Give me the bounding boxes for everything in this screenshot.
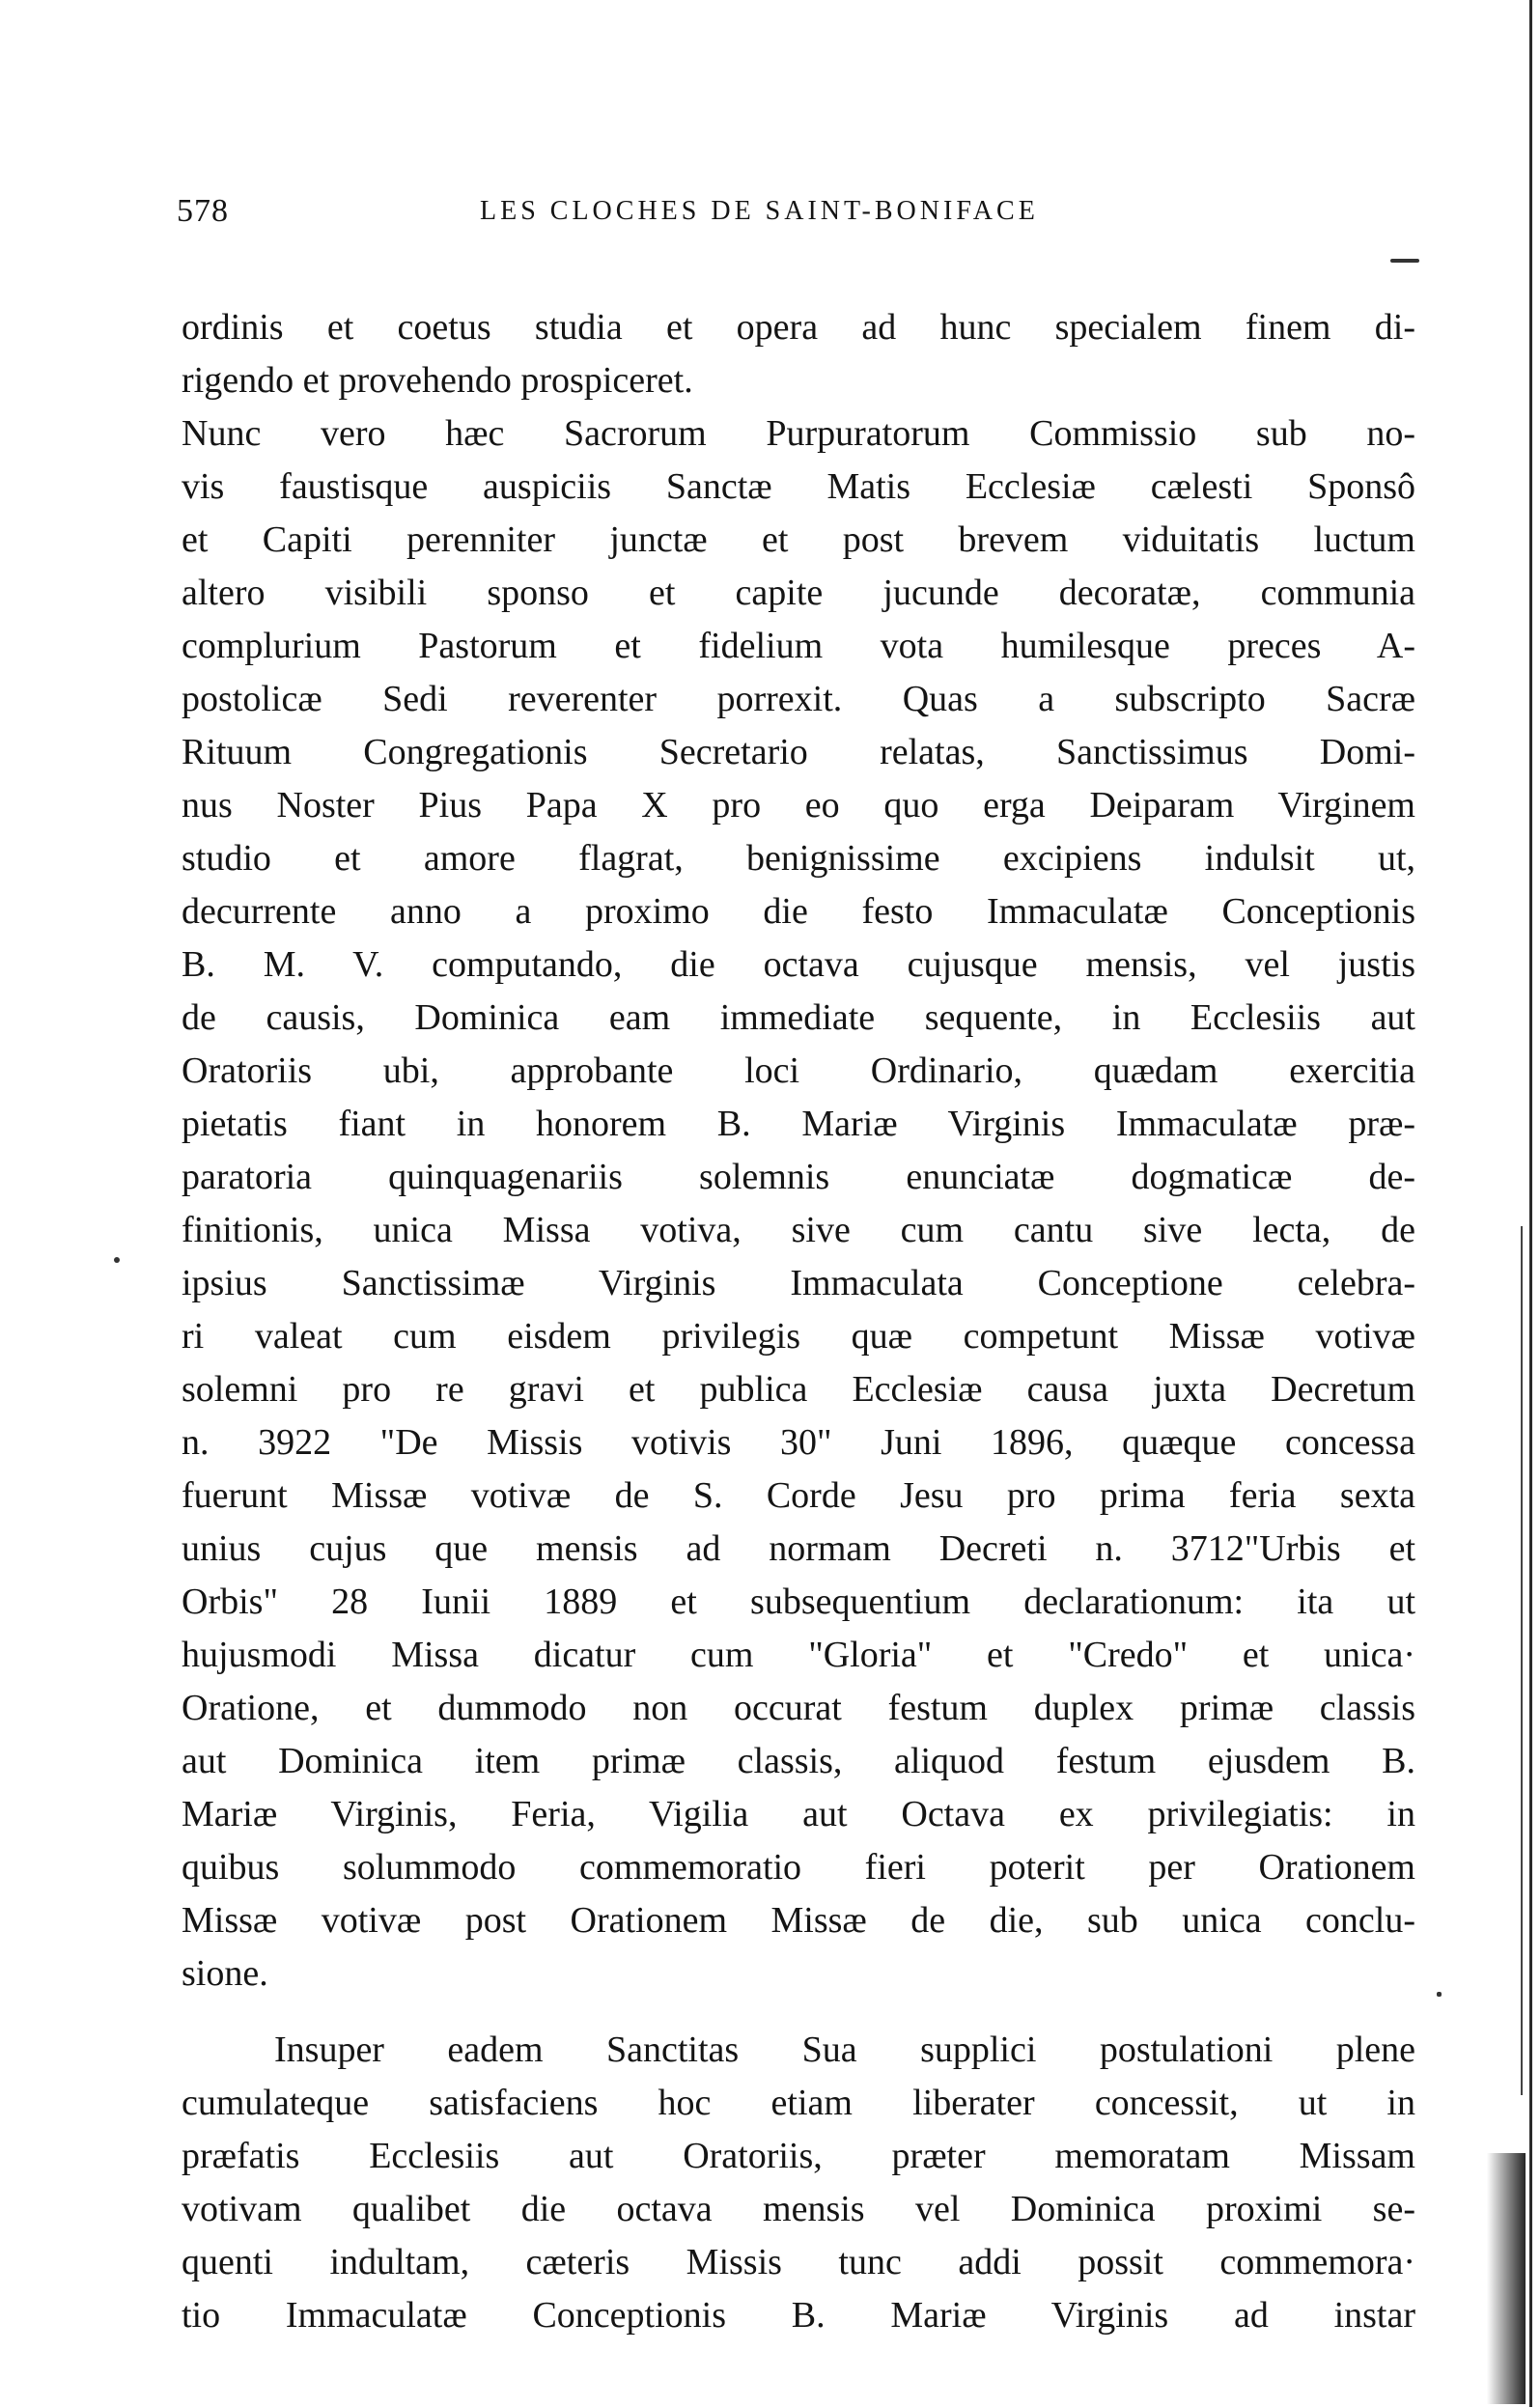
page-edge-shadow	[1487, 2153, 1526, 2404]
text-line: Missæ votivæ post Orationem Missæ de die, sub unica conclu-	[182, 1900, 1415, 1941]
text-line: Orbis" 28 Iunii 1889 et subsequentium declarationum: ita ut	[182, 1581, 1415, 1622]
scan-speck	[1390, 259, 1419, 263]
text-line: studio et amore flagrat, benignissime excipiens indulsit ut,	[182, 838, 1415, 879]
text-line: et Capiti perenniter junctæ et post brevem viduitatis luctum	[182, 519, 1415, 560]
text-line: aut Dominica item primæ classis, aliquod festum ejusdem B.	[182, 1741, 1415, 1781]
text-line: ordinis et coetus studia et opera ad hunc specialem finem di-	[182, 307, 1415, 348]
text-line: sione.	[182, 1953, 268, 1994]
text-line: hujusmodi Missa dicatur cum "Gloria" et "Credo" et unica·	[182, 1635, 1415, 1675]
text-line: Nunc vero hæc Sacrorum Purpuratorum Commissio sub no-	[182, 413, 1415, 454]
text-line: Insuper eadem Sanctitas Sua supplici postulationi plene	[274, 2029, 1415, 2070]
page-edge-line-inner	[1521, 1226, 1523, 2095]
text-line: quenti indultam, cæteris Missis tunc addi possit commemora·	[182, 2242, 1415, 2282]
text-line: finitionis, unica Missa votiva, sive cum cantu sive lecta, de	[182, 1210, 1415, 1250]
text-line: ri valeat cum eisdem privilegis quæ competunt Missæ votivæ	[182, 1316, 1415, 1357]
text-line: Oratoriis ubi, approbante loci Ordinario, quædam exercitia	[182, 1050, 1415, 1091]
text-line: pietatis fiant in honorem B. Mariæ Virginis Immaculatæ præ-	[182, 1104, 1415, 1144]
text-line: n. 3922 "De Missis votivis 30" Juni 1896, quæque concessa	[182, 1422, 1415, 1463]
text-line: Mariæ Virginis, Feria, Vigilia aut Octava ex privilegiatis: in	[182, 1794, 1415, 1834]
text-line: complurium Pastorum et fidelium vota humilesque preces A-	[182, 626, 1415, 666]
text-line: Rituum Congregationis Secretario relatas, Sanctissimus Domi-	[182, 732, 1415, 772]
paragraph-gap	[182, 2001, 1415, 2024]
text-line: vis faustisque auspiciis Sanctæ Matis Ecclesiæ cælesti Sponsô	[182, 466, 1415, 507]
text-line: paratoria quinquagenariis solemnis enunciatæ dogmaticæ de-	[182, 1157, 1415, 1197]
paragraph-1	[182, 301, 1415, 2001]
page-number: 578	[177, 193, 229, 229]
text-line: de causis, Dominica eam immediate sequente, in Ecclesiis aut	[182, 997, 1415, 1038]
running-title: LES CLOCHES DE SAINT-BONIFACE	[480, 196, 1039, 226]
text-line: decurrente anno a proximo die festo Immaculatæ Conceptionis	[182, 891, 1415, 932]
text-line: altero visibili sponso et capite jucunde decoratæ, communia	[182, 573, 1415, 613]
text-line: solemni pro re gravi et publica Ecclesiæ causa juxta Decretum	[182, 1369, 1415, 1410]
scan-speck	[1437, 1992, 1442, 1997]
text-line: nus Noster Pius Papa X pro eo quo erga Deiparam Virginem	[182, 785, 1415, 826]
body-text	[182, 301, 1415, 2342]
text-line: unius cujus que mensis ad normam Decreti n. 3712"Urbis et	[182, 1528, 1415, 1569]
text-line: cumulateque satisfaciens hoc etiam liberater concessit, ut in	[182, 2083, 1415, 2123]
text-line: tio Immaculatæ Conceptionis B. Mariæ Virginis ad instar	[182, 2295, 1415, 2336]
text-line: B. M. V. computando, die octava cujusque mensis, vel justis	[182, 944, 1415, 985]
text-line: rigendo et provehendo prospiceret.	[182, 360, 693, 401]
text-line: ipsius Sanctissimæ Virginis Immaculata Conceptione celebra-	[182, 1263, 1415, 1303]
page-edge-line	[1529, 0, 1532, 2407]
text-line: fuerunt Missæ votivæ de S. Corde Jesu pro prima feria sexta	[182, 1475, 1415, 1516]
scan-speck	[114, 1257, 120, 1263]
text-line: Oratione, et dummodo non occurat festum duplex primæ classis	[182, 1688, 1415, 1728]
text-line: postolicæ Sedi reverenter porrexit. Quas a subscripto Sacræ	[182, 679, 1415, 719]
text-line: quibus solummodo commemoratio fieri poterit per Orationem	[182, 1847, 1415, 1888]
text-line: præfatis Ecclesiis aut Oratoriis, præter memoratam Missam	[182, 2136, 1415, 2176]
paragraph-2	[182, 2024, 1415, 2342]
text-line: votivam qualibet die octava mensis vel Dominica proximi se-	[182, 2189, 1415, 2229]
